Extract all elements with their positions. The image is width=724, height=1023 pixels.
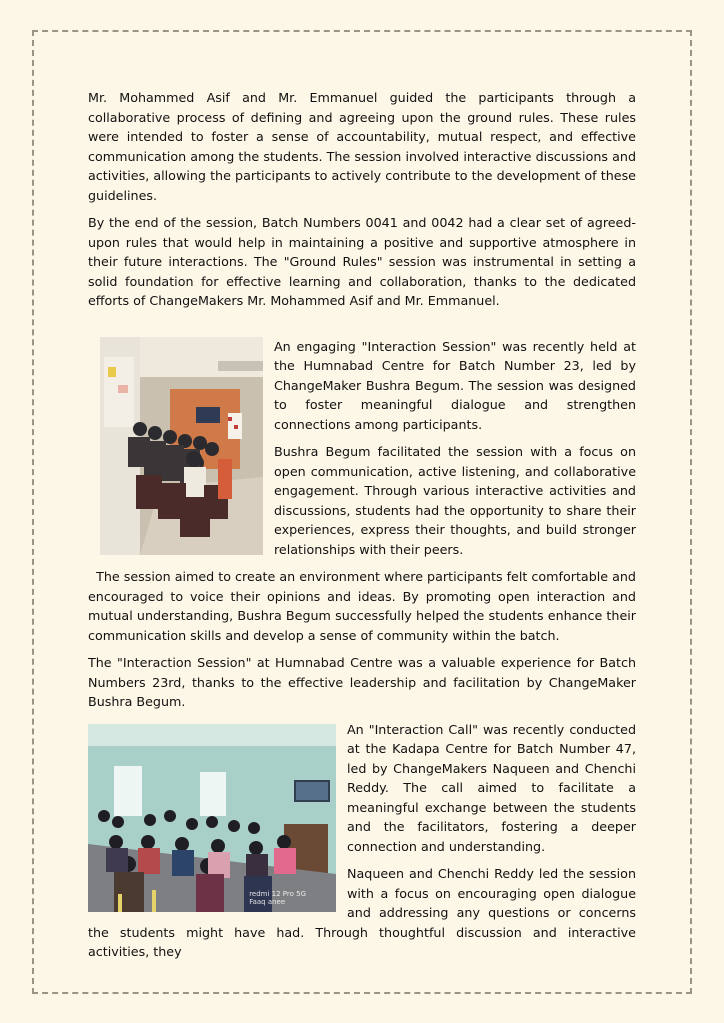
kadapa-call-photo bbox=[88, 724, 336, 912]
kadapa-section bbox=[88, 720, 636, 970]
watermark-line-2: Faaq anee bbox=[249, 897, 286, 906]
paragraph-humnabad-summary: The "Interaction Session" at Humnabad Centre was a valuable experience for Batch Numbers 23rd, thanks to the effective leadership and facilitation by ChangeMaker Bushra Begum. bbox=[88, 655, 636, 709]
watermark-line-1: redmi 12 Pro 5G bbox=[249, 889, 306, 898]
photo-watermark bbox=[249, 890, 306, 906]
humnabad-session-photo bbox=[100, 337, 263, 555]
paragraph-humnabad-intro: An engaging "Interaction Session" was recently held at the Humnabad Centre for Batch Number 23, led by ChangeMaker Bushra Begum. The session was designed to foster meaningful dialogue and strengthen connections among participants. bbox=[274, 338, 636, 432]
document-body bbox=[88, 88, 636, 970]
paragraph-kadapa-facilitation: Naqueen and Chenchi Reddy led the session with a focus on encouraging open dialogue and addressing any questions or concerns the students might have had. Through thoughtful discussion and interactive activities, they bbox=[88, 866, 636, 959]
paragraph-ground-rules-outcome: By the end of the session, Batch Numbers 0041 and 0042 had a clear set of agreed-upon rules that would help in maintaining a positive and supportive atmosphere in their future interactions. The "Ground Rules" session was instrumental in setting a solid foundation for effective learning and collaboration, thanks to the dedicated efforts of ChangeMakers Mr. Mohammed Asif and Mr. Emmanuel. bbox=[88, 215, 636, 308]
paragraph-ground-rules-process: Mr. Mohammed Asif and Mr. Emmanuel guided the participants through a collaborative process of defining and agreeing upon the ground rules. These rules were intended to foster a sense of accountability, mutual respect, and effective communication among the students. The session involved interactive discussions and activities, allowing the participants to actively contribute to the development of these guidelines. bbox=[88, 90, 636, 203]
paragraph-humnabad-facilitation: Bushra Begum facilitated the session with a focus on open communication, active listening, and collaborative engagement. Through various interactive activities and discussions, students had the opportunity to share their experiences, express their thoughts, and build stronger relationships with their peers. bbox=[274, 444, 636, 557]
humnabad-section bbox=[88, 337, 636, 568]
paragraph-kadapa-intro: An "Interaction Call" was recently conducted at the Kadapa Centre for Batch Number 47, led by ChangeMakers Naqueen and Chenchi Reddy. The call aimed to facilitate a meaningful exchange between the students and the facilitators, fostering a deeper connection and understanding. bbox=[347, 721, 636, 854]
paragraph-humnabad-aim bbox=[88, 567, 636, 645]
paragraph-humnabad-aim-text: The session aimed to create an environment where participants felt comfortable and encouraged to voice their opinions and ideas. By promoting open interaction and mutual understanding, Bushra Begum successfully helped the students enhance their communication skills and develop a sense of community within the batch. bbox=[88, 569, 636, 643]
